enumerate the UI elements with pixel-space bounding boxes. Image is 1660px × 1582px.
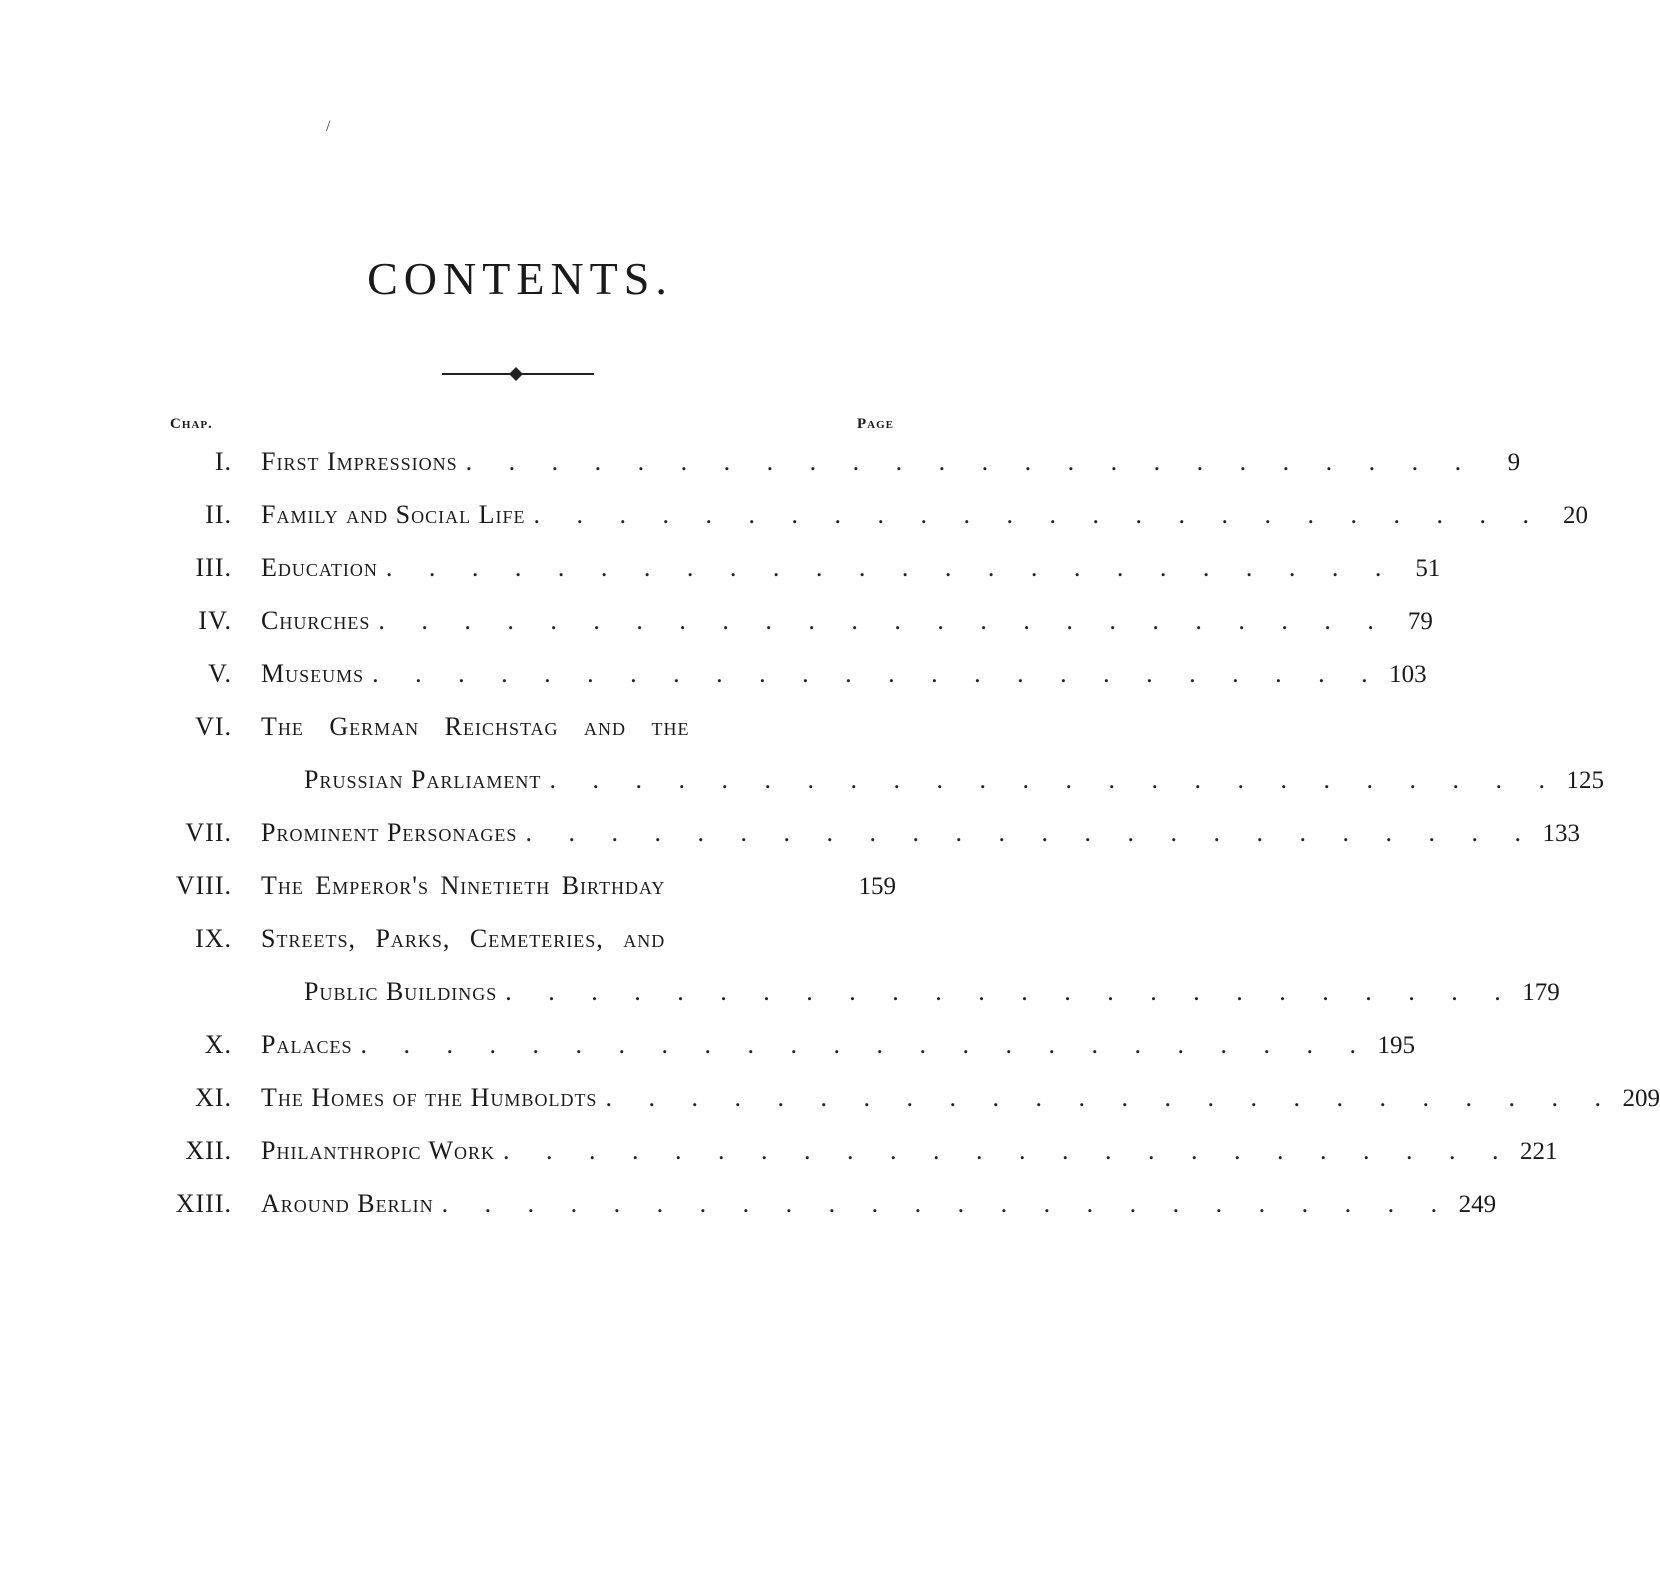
leader-dots: . . . . . . . . . . . . . . . . . . . . . . . . [360, 1030, 1371, 1059]
chapter-number: IX. [195, 924, 232, 953]
page-number: 20 [1562, 502, 1588, 529]
toc-entry [150, 436, 1521, 488]
toc-entry [150, 1072, 1660, 1124]
chapter-number: I. [214, 447, 232, 476]
toc-entry-continuation [150, 754, 1604, 806]
toc-entry [150, 913, 896, 965]
toc-entry [150, 542, 1441, 594]
leader-dots: . . . . . . . . . . . . . . . . . . . . . . . . [378, 606, 1389, 635]
chapter-title: The Homes of the Humboldts [261, 1083, 598, 1112]
page-number: 249 [1458, 1191, 1497, 1218]
chapter-number: VIII. [175, 871, 232, 900]
chapter-number: VI. [195, 712, 232, 741]
chapter-number: II. [205, 500, 232, 529]
chapter-number: IV. [198, 606, 232, 635]
chapter-number: XII. [185, 1136, 232, 1165]
leader-dots: . . . . . . . . . . . . . . . . . . . . . . . . [503, 1136, 1514, 1165]
chapter-title-continued: Prussian Parliament [304, 765, 542, 794]
page-number: 195 [1377, 1032, 1415, 1059]
toc-entry [150, 807, 1580, 859]
chapter-title: The German Reichstag and the [261, 712, 690, 741]
leader-dots: . . . . . . . . . . . . . . . . . . . . . . . . [465, 447, 1477, 476]
toc-entry-continuation [150, 966, 1560, 1018]
page-number: 159 [858, 873, 896, 900]
page-number: 125 [1566, 767, 1604, 794]
chapter-title: Streets, Parks, Cemeteries, and [261, 924, 666, 953]
leader-dots: . . . . . . . . . . . . . . . . . . . . . . . . [605, 1083, 1616, 1112]
page-number: 133 [1542, 820, 1580, 847]
stray-mark: / [326, 118, 331, 135]
leader-dots: . . . . . . . . . . . . . . . . . . . . . . . . [372, 659, 1383, 688]
page-number: 179 [1522, 979, 1560, 1006]
chapter-title: First Impressions [261, 447, 458, 476]
chapter-title: Museums [261, 659, 365, 688]
chapter-title: Philanthropic Work [261, 1136, 496, 1165]
page-number: 209 [1622, 1085, 1660, 1112]
leader-dots: . . . . . . . . . . . . . . . . . . . . . . . . [549, 765, 1560, 794]
chapter-title: Churches [261, 606, 371, 635]
page-title: CONTENTS. [367, 253, 673, 304]
chapter-title: Prominent Personages [261, 818, 518, 847]
leader-dots: . . . . . . . . . . . . . . . . . . . . . . . . [505, 977, 1516, 1006]
chapter-title: Education [261, 553, 378, 582]
chapter-title: Palaces [261, 1030, 353, 1059]
toc-entry [150, 860, 896, 912]
page-number: 221 [1520, 1138, 1558, 1165]
chapter-number: V. [208, 659, 232, 688]
toc-entry [150, 1019, 1415, 1071]
page-number: 103 [1389, 661, 1427, 688]
toc-entry [150, 489, 1588, 541]
leader-dots: . . . . . . . . . . . . . . . . . . . . . . . . [385, 553, 1397, 582]
chapter-number: XI. [195, 1083, 232, 1112]
page-number: 51 [1415, 555, 1441, 582]
chapter-title: Family and Social Life [261, 500, 526, 529]
page-number: 9 [1507, 449, 1521, 476]
chapter-number: X. [204, 1030, 232, 1059]
chapter-title: The Emperor's Ninetieth Birthday [261, 871, 666, 900]
toc-entry [150, 648, 1427, 700]
chapter-number: XIII. [175, 1189, 232, 1218]
ornament-divider-icon [440, 362, 596, 386]
header-chapter: Chap. [170, 416, 213, 432]
toc-entry [150, 701, 896, 753]
toc-entry [150, 1125, 1558, 1177]
chapter-title-continued: Public Buildings [304, 977, 498, 1006]
page-number: 79 [1407, 608, 1433, 635]
leader-dots: . . . . . . . . . . . . . . . . . . . . . . . . [441, 1189, 1453, 1218]
leader-dots: . . . . . . . . . . . . . . . . . . . . . . . . [525, 818, 1536, 847]
chapter-number: III. [195, 553, 232, 582]
chapter-title: Around Berlin [261, 1189, 434, 1218]
chapter-number: VII. [185, 818, 232, 847]
header-page: Page [857, 416, 894, 432]
toc-entry [150, 1178, 1497, 1230]
toc-entry [150, 595, 1433, 647]
leader-dots: . . . . . . . . . . . . . . . . . . . . . . . . [533, 500, 1544, 529]
